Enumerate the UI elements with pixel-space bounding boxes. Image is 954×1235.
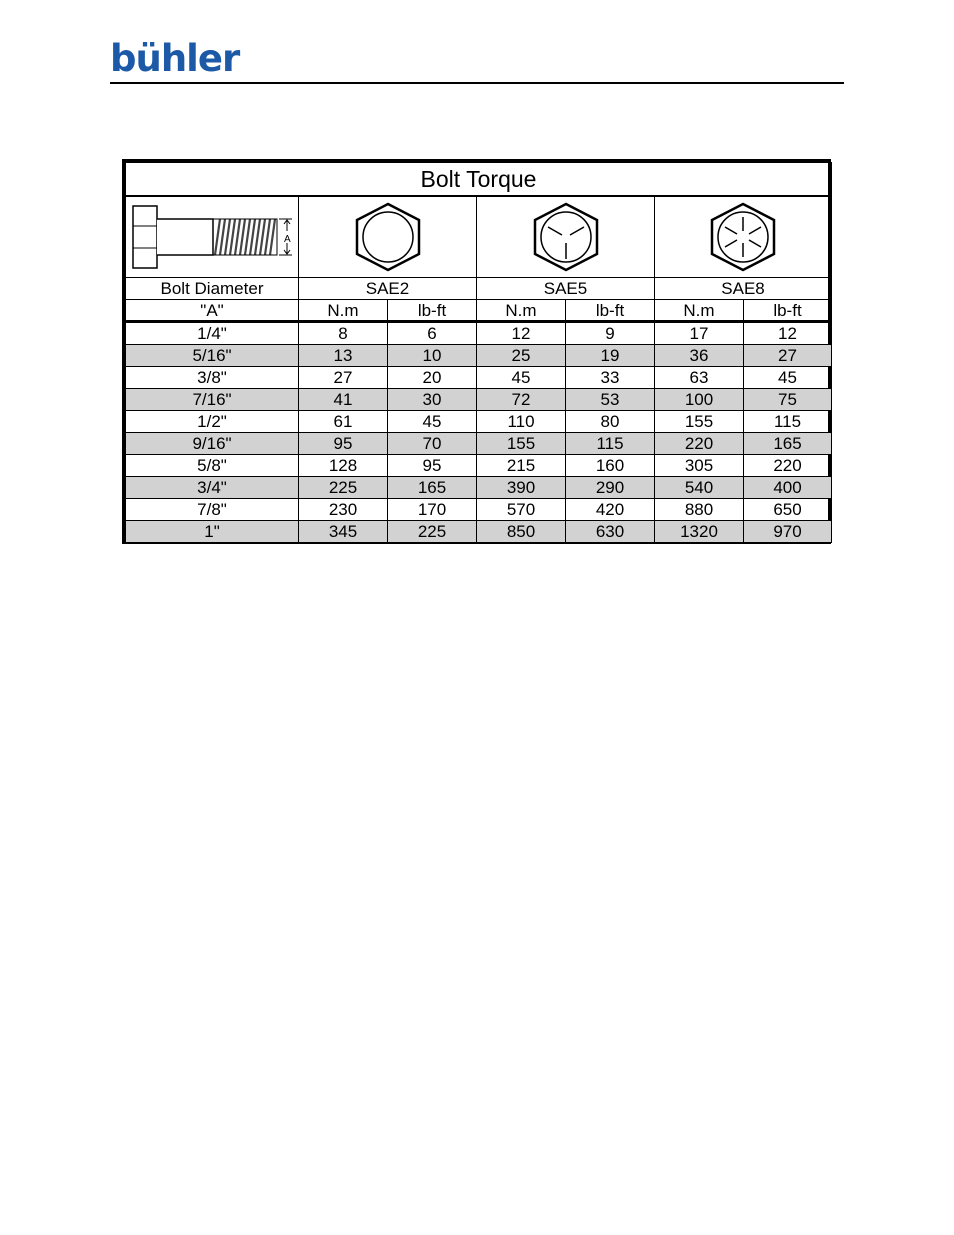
torque-value-cell: 13 [299,345,388,367]
torque-value-cell: 12 [477,322,566,345]
torque-value-cell: 25 [477,345,566,367]
sae8-head-icon [655,196,832,278]
torque-value-cell: 225 [299,477,388,499]
torque-value-cell: 540 [655,477,744,499]
torque-value-cell: 115 [744,411,832,433]
table-row [126,367,832,389]
bolt-diameter-subheader: "A" [126,300,299,322]
sae2-head-icon [299,196,477,278]
table-title: Bolt Torque [126,163,832,197]
bolt-diameter-cell: 1/4" [126,322,299,345]
unit-header: lb-ft [566,300,655,322]
bolt-diameter-cell: 5/16" [126,345,299,367]
torque-value-cell: 20 [388,367,477,389]
torque-value-cell: 6 [388,322,477,345]
table-row [126,411,832,433]
torque-value-cell: 17 [655,322,744,345]
torque-value-cell: 9 [566,322,655,345]
grade-header-sae2: SAE2 [299,278,477,300]
table-row [126,433,832,455]
torque-value-cell: 570 [477,499,566,521]
header-rule [110,82,844,84]
table-row [126,521,832,543]
torque-value-cell: 650 [744,499,832,521]
torque-value-cell: 95 [299,433,388,455]
torque-value-cell: 155 [655,411,744,433]
torque-value-cell: 110 [477,411,566,433]
bolt-diameter-cell: 3/8" [126,367,299,389]
torque-value-cell: 27 [299,367,388,389]
unit-header: lb-ft [388,300,477,322]
torque-value-cell: 215 [477,455,566,477]
bolt-diameter-cell: 3/4" [126,477,299,499]
table-row [126,322,832,345]
torque-value-cell: 165 [744,433,832,455]
table-row [126,455,832,477]
bolt-diameter-cell: 1/2" [126,411,299,433]
torque-value-cell: 230 [299,499,388,521]
buhler-logo: bühler [110,37,240,80]
torque-value-cell: 420 [566,499,655,521]
torque-value-cell: 115 [566,433,655,455]
torque-value-cell: 170 [388,499,477,521]
torque-value-cell: 850 [477,521,566,543]
bolt-diameter-cell: 1" [126,521,299,543]
torque-value-cell: 10 [388,345,477,367]
table-row [126,499,832,521]
torque-value-cell: 27 [744,345,832,367]
bolt-diameter-cell: 9/16" [126,433,299,455]
torque-value-cell: 155 [477,433,566,455]
torque-value-cell: 970 [744,521,832,543]
table-row [126,389,832,411]
bolt-diameter-header: Bolt Diameter [126,278,299,300]
bolt-diagram [126,196,299,278]
torque-value-cell: 41 [299,389,388,411]
sae5-head-icon [477,196,655,278]
torque-value-cell: 390 [477,477,566,499]
torque-value-cell: 128 [299,455,388,477]
torque-value-cell: 220 [744,455,832,477]
torque-value-cell: 45 [744,367,832,389]
torque-value-cell: 100 [655,389,744,411]
torque-value-cell: 305 [655,455,744,477]
torque-value-cell: 220 [655,433,744,455]
torque-value-cell: 225 [388,521,477,543]
torque-value-cell: 70 [388,433,477,455]
torque-value-cell: 19 [566,345,655,367]
torque-value-cell: 1320 [655,521,744,543]
torque-value-cell: 45 [477,367,566,389]
torque-value-cell: 880 [655,499,744,521]
torque-value-cell: 33 [566,367,655,389]
bolt-diameter-cell: 7/16" [126,389,299,411]
unit-header: N.m [655,300,744,322]
torque-value-cell: 63 [655,367,744,389]
bolt-diameter-cell: 7/8" [126,499,299,521]
torque-value-cell: 95 [388,455,477,477]
torque-value-cell: 61 [299,411,388,433]
unit-header: N.m [477,300,566,322]
torque-value-cell: 8 [299,322,388,345]
torque-value-cell: 53 [566,389,655,411]
torque-value-cell: 12 [744,322,832,345]
grade-header-sae8: SAE8 [655,278,832,300]
torque-value-cell: 160 [566,455,655,477]
unit-header: lb-ft [744,300,832,322]
bolt-diameter-cell: 5/8" [126,455,299,477]
table-row [126,477,832,499]
torque-value-cell: 36 [655,345,744,367]
torque-value-cell: 630 [566,521,655,543]
torque-value-cell: 80 [566,411,655,433]
torque-value-cell: 75 [744,389,832,411]
torque-value-cell: 45 [388,411,477,433]
grade-header-sae5: SAE5 [477,278,655,300]
torque-value-cell: 72 [477,389,566,411]
torque-value-cell: 165 [388,477,477,499]
torque-value-cell: 400 [744,477,832,499]
bolt-torque-table [122,159,831,544]
torque-value-cell: 345 [299,521,388,543]
unit-header: N.m [299,300,388,322]
table-row [126,345,832,367]
diagram-label-a: A [284,234,291,245]
torque-value-cell: 290 [566,477,655,499]
torque-value-cell: 30 [388,389,477,411]
